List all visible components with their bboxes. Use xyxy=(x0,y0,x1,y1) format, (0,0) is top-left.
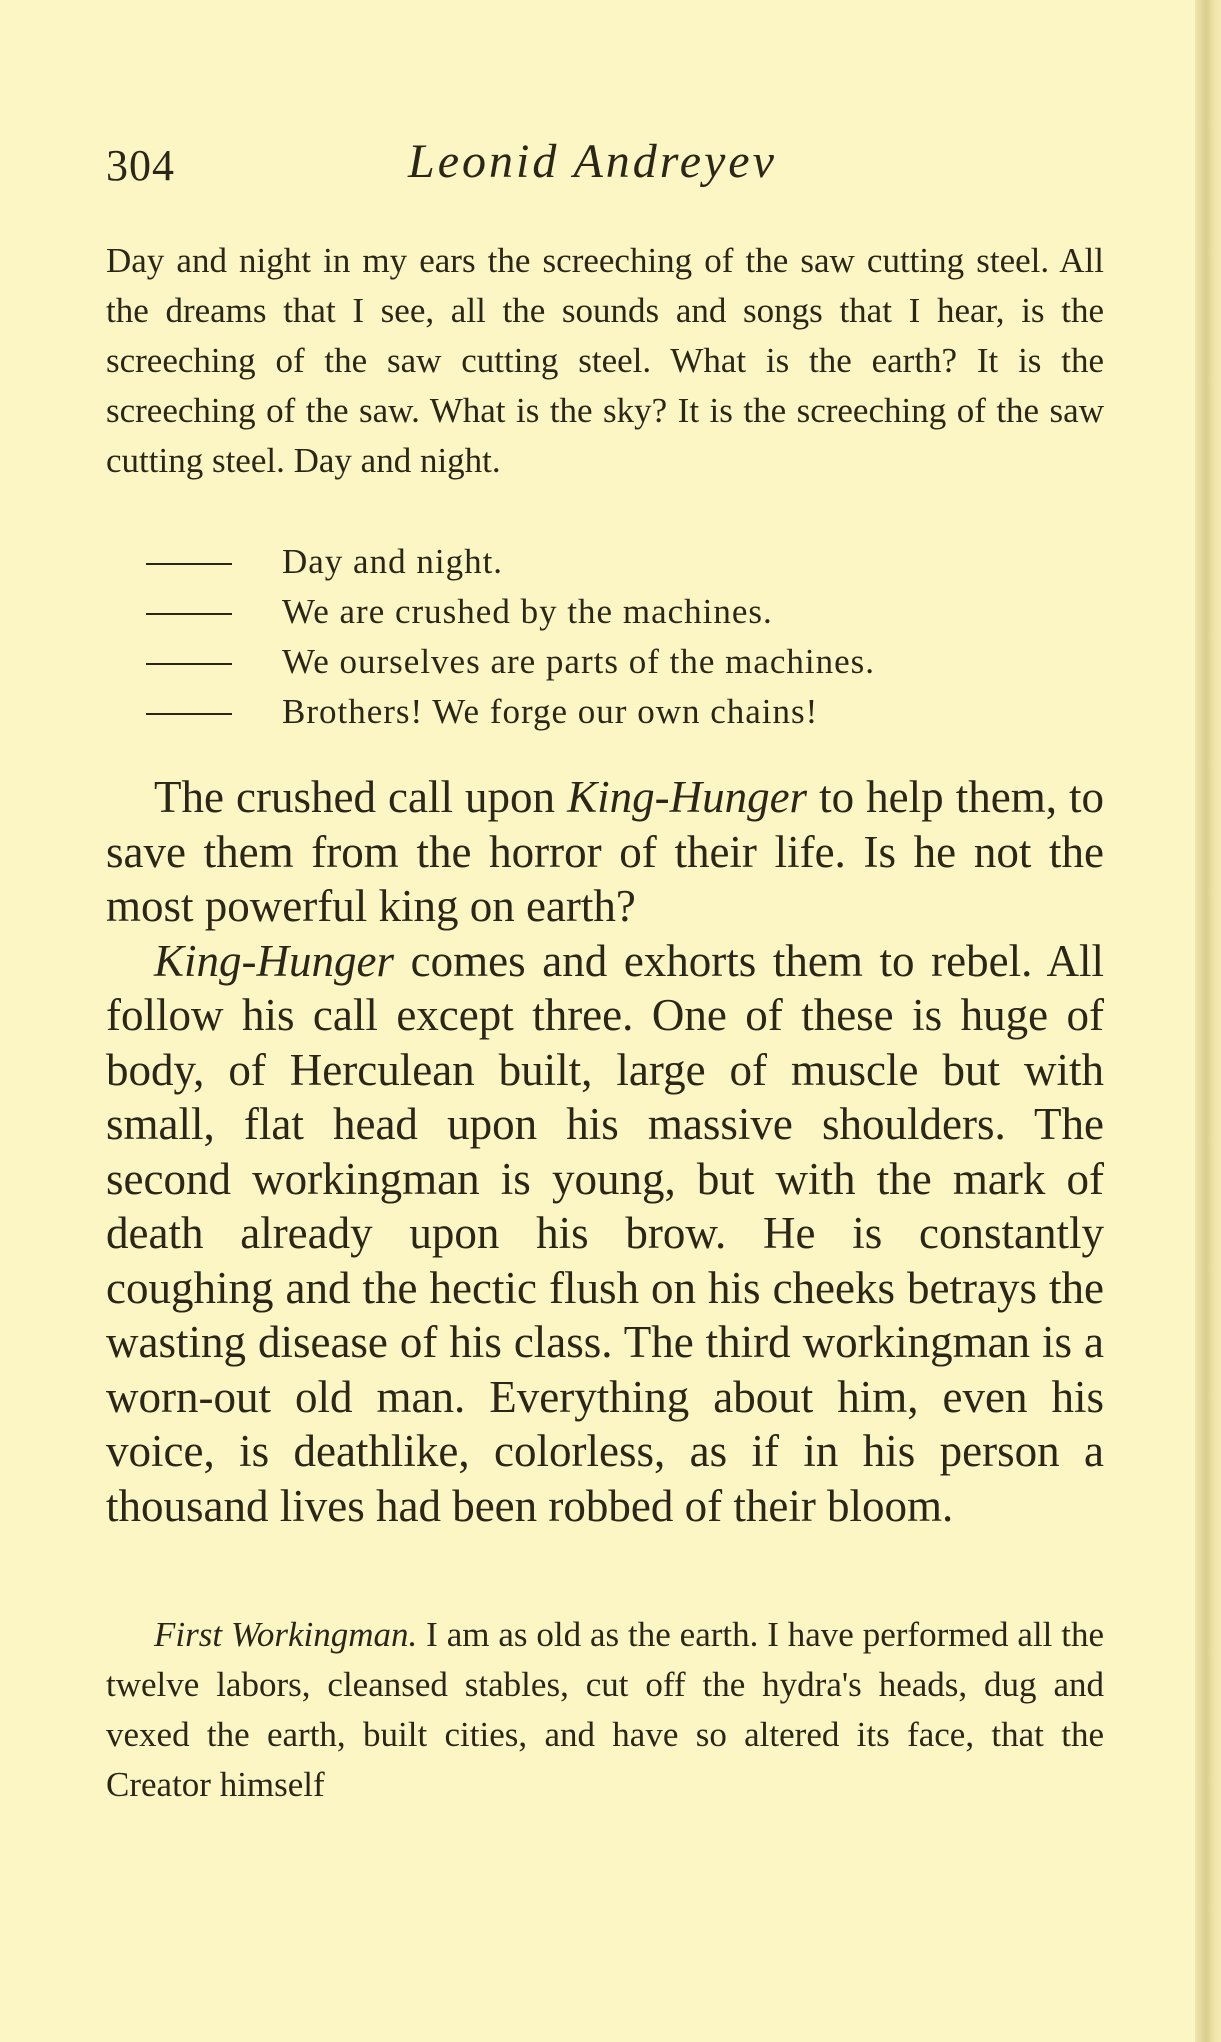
speaker-name: First Workingman. xyxy=(154,1615,418,1654)
king-hunger-name: King-Hunger xyxy=(154,935,394,986)
dash-mark xyxy=(146,663,232,665)
commentary-text: The crushed call upon xyxy=(154,772,568,822)
dash-mark xyxy=(146,563,232,565)
song-line-text: Day and night. xyxy=(282,542,504,581)
speech-text: I am as old as the earth. I have performed all the twelve labors, cleansed stables, cut off the hydra's heads, dug and vexed the earth, built cities, and have so altered its face, that the Creator himself xyxy=(106,1615,1104,1804)
song-line xyxy=(106,687,1104,737)
song-line-text: Brothers! We forge our own chains! xyxy=(282,692,819,731)
dialogue xyxy=(106,1610,1104,1810)
commentary-paragraph-1 xyxy=(106,770,1104,934)
commentary-paragraph-2 xyxy=(106,934,1104,1534)
song-line-text: We ourselves are parts of the machines. xyxy=(282,642,876,681)
song-line xyxy=(106,537,1104,587)
dialogue-paragraph xyxy=(106,1610,1104,1810)
commentary-text: to help them, to save them from the horror of their life. Is he not the most powerful king on earth? xyxy=(106,772,1104,931)
dash-mark xyxy=(146,613,232,615)
song-line xyxy=(106,637,1104,687)
king-hunger-name: King-Hunger xyxy=(567,772,808,822)
commentary xyxy=(106,770,1104,1533)
page-header xyxy=(106,132,1106,202)
dash-mark xyxy=(146,713,232,715)
commentary-text: comes and exhorts them to rebel. All follow his call except three. One of these is huge of body, of Herculean built, large of muscle but with small, flat head upon his massive shoulders. The second workingman is young, but with the mark of death already upon his brow. He is constantly coughing and the hectic flush on his cheeks betrays the wasting disease of his class. The third workingman is a worn-out old man. Everything about him, even his voice, is deathlike, colorless, as if in his person a thousand lives had been robbed of their bloom. xyxy=(106,935,1104,1531)
song-line xyxy=(106,587,1104,637)
page-number: 304 xyxy=(106,141,175,190)
song-line-text: We are crushed by the machines. xyxy=(282,592,773,631)
page-edge xyxy=(1195,0,1221,2042)
intro-paragraph xyxy=(106,236,1104,486)
intro-text: Day and night in my ears the screeching of the saw cutting steel. All the dreams that I see, all the sounds and songs that I hear, is the screeching of the saw cutting steel. What is the earth? It is the screeching of the saw. What is the sky? It is the screeching of the saw cutting steel. Day and night. xyxy=(106,241,1104,480)
song-verse xyxy=(106,537,1104,737)
running-title: Leonid Andreyev xyxy=(408,135,777,188)
